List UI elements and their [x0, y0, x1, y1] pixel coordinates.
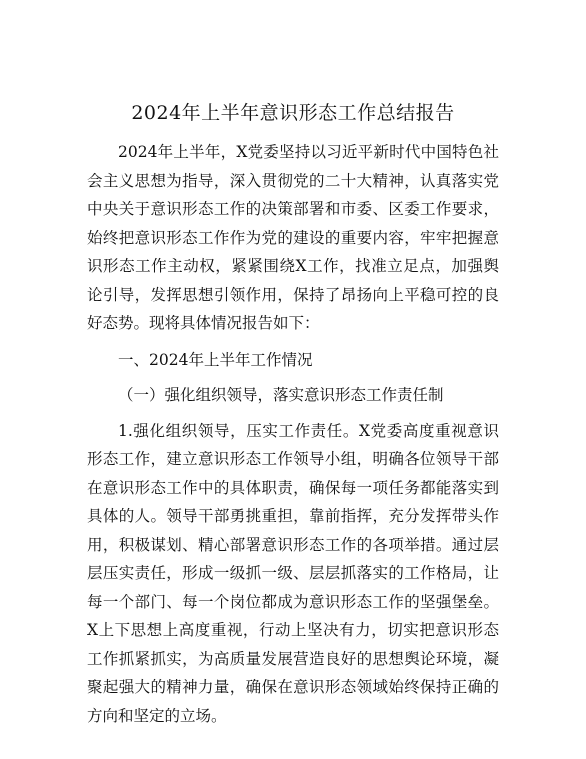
subsection-heading: （一）强化组织领导，落实意识形态工作责任制: [118, 386, 444, 404]
document-title: 2024年上半年意识形态工作总结报告: [131, 102, 455, 124]
intro-paragraph: 2024年上半年，X党委坚持以习近平新时代中国特色社会主义思想为指导，深入贯彻党的二十大精神，认真落实党中央关于意识形态工作的决策部署和市委、区委工作要求，始终把意识形态工作作为党的建设的重要内容，牢牢把握意识形态工作主动权，紧紧围绕X工作，找准立足点，加强舆论引导，发挥思想引领作用，保持了昂扬向上平稳可控的良好态势。现将具体情况报告如下：: [87, 143, 499, 332]
section-heading: 一、2024年上半年工作情况: [118, 350, 313, 369]
body-paragraph: 1.强化组织领导，压实工作责任。X党委高度重视意识形态工作，建立意识形态工作领导小组，明确各位领导干部在意识形态工作中的具体职责，确保每一项任务都能落实到具体的人。领导干部勇挑重担，靠前指挥，充分发挥带头作用，积极谋划、精心部署意识形态工作的各项举措。通过层层压实责任，形成一级抓一级、层层抓落实的工作格局，让每一个部门、每一个岗位都成为意识形态工作的坚强堡垒。X上下思想上高度重视，行动上坚决有力，切实把意识形态工作抓紧抓实，为高质量发展营造良好的思想舆论环境，凝聚起强大的精神力量，确保在意识形态领域始终保持正确的方向和坚定的立场。: [87, 421, 499, 725]
document-body: [87, 138, 499, 730]
